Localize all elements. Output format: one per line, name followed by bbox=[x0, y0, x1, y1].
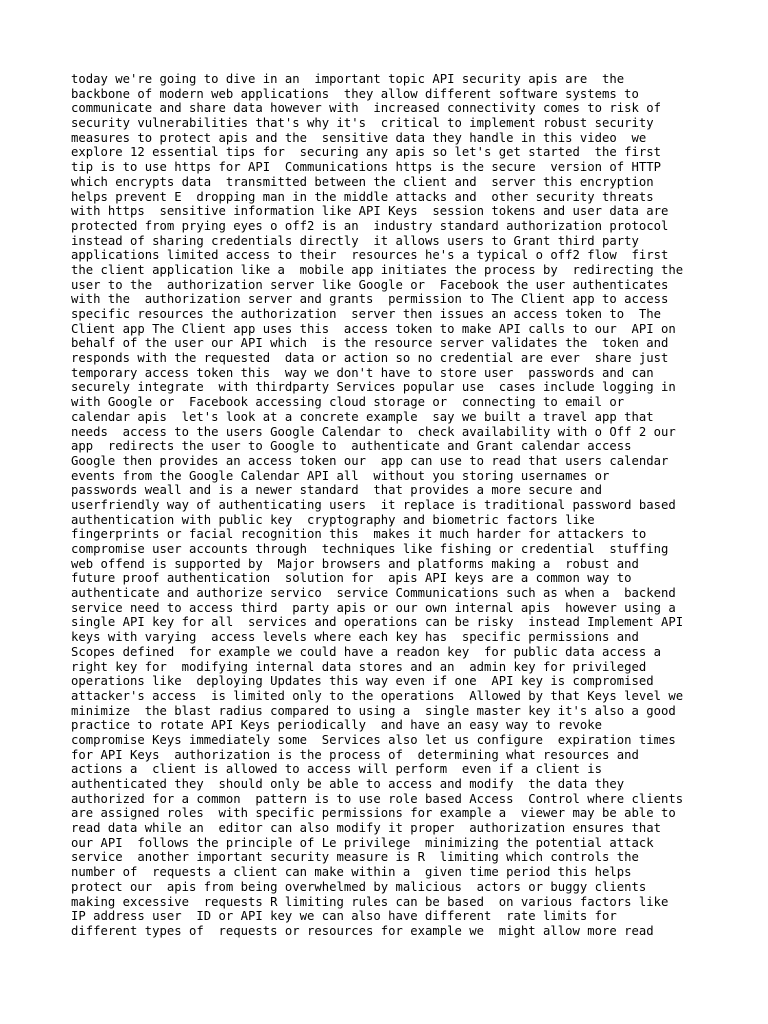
text-line: keys with varying access levels where each key has specific permissions and bbox=[71, 630, 639, 645]
text-line: user to the authorization server like Google or Facebook the user authenticates bbox=[71, 277, 669, 292]
text-line: operations like deploying Updates this way even if one API key is compromised bbox=[71, 674, 654, 689]
text-line: communicate and share data however with increased connectivity comes to risk of bbox=[71, 101, 662, 116]
text-line: events from the Google Calendar API all without you storing usernames or bbox=[71, 468, 610, 483]
transcript-text bbox=[71, 72, 751, 939]
text-line: responds with the requested data or action so no credential are ever share just bbox=[71, 351, 669, 366]
text-line: Client app The Client app uses this access token to make API calls to our API on bbox=[71, 321, 676, 336]
text-line: security vulnerabilities that's why it's critical to implement robust security bbox=[71, 116, 654, 131]
text-line: service need to access third party apis or our own internal apis however using a bbox=[71, 600, 676, 615]
text-line: measures to protect apis and the sensitive data they handle in this video we bbox=[71, 130, 647, 145]
text-line: authentication with public key cryptography and biometric factors like bbox=[71, 512, 595, 527]
text-line: fingerprints or facial recognition this makes it much harder for attackers to bbox=[71, 527, 647, 542]
text-line: compromise user accounts through techniques like fishing or credential stuffing bbox=[71, 542, 669, 556]
text-line: compromise Keys immediately some Services also let us configure expiration times bbox=[71, 732, 676, 747]
text-line: Scopes defined for example we could have a readon key for public data access a bbox=[71, 644, 662, 659]
text-line: practice to rotate API Keys periodically and have an easy way to revoke bbox=[71, 718, 603, 733]
text-line: app redirects the user to Google to authenticate and Grant calendar access bbox=[71, 439, 632, 454]
text-line: backbone of modern web applications they allow different software systems to bbox=[71, 86, 639, 101]
text-line: read data while an editor can also modify it proper authorization ensures that bbox=[71, 821, 662, 836]
text-line: service another important security measure is R limiting which controls the bbox=[71, 850, 639, 865]
text-line: number of requests a client can make within a given time period this helps bbox=[71, 865, 632, 880]
text-line: tip is to use https for API Communications https is the secure version of HTTP bbox=[71, 160, 662, 175]
text-line: explore 12 essential tips for securing any apis so let's get started the first bbox=[71, 145, 662, 160]
text-line: needs access to the users Google Calendar to check availability with o Off 2 our bbox=[71, 424, 676, 439]
text-line: minimize the blast radius compared to using a single master key it's also a good bbox=[71, 703, 676, 718]
text-line: different types of requests or resources for example we might allow more read bbox=[71, 923, 654, 938]
text-line: are assigned roles with specific permissions for example a viewer may be able to bbox=[71, 806, 676, 821]
text-line: with Google or Facebook accessing cloud storage or connecting to email or bbox=[71, 395, 625, 410]
text-line: today we're going to dive in an important topic API security apis are the bbox=[71, 72, 625, 86]
text-line: userfriendly way of authenticating users it replace is traditional password based bbox=[71, 497, 676, 512]
text-line: our API follows the principle of Le privilege minimizing the potential attack bbox=[71, 835, 654, 850]
text-line: protected from prying eyes o off2 is an industry standard authorization protocol bbox=[71, 218, 669, 233]
text-line: with https sensitive information like API Keys session tokens and user data are bbox=[71, 204, 669, 219]
text-line: single API key for all services and operations can be risky instead Implement API bbox=[71, 615, 684, 630]
text-line: applications limited access to their resources he's a typical o off2 flow first bbox=[71, 248, 669, 263]
text-line: authenticate and authorize servico service Communications such as when a backend bbox=[71, 586, 676, 601]
text-line: specific resources the authorization server then issues an access token to The bbox=[71, 307, 662, 321]
text-line: behalf of the user our API which is the resource server validates the token and bbox=[71, 336, 669, 351]
text-line: right key for modifying internal data stores and an admin key for privileged bbox=[71, 659, 647, 674]
text-line: protect our apis from being overwhelmed by malicious actors or buggy clients bbox=[71, 879, 647, 894]
text-line: future proof authentication solution for apis API keys are a common way to bbox=[71, 571, 632, 586]
text-line: calendar apis let's look at a concrete example say we built a travel app that bbox=[71, 409, 654, 424]
text-line: passwords weall and is a newer standard that provides a more secure and bbox=[71, 483, 603, 498]
text-line: which encrypts data transmitted between the client and server this encryption bbox=[71, 174, 654, 189]
text-line: with the authorization server and grants permission to The Client app to access bbox=[71, 292, 669, 307]
text-line: temporary access token this way we don't have to store user passwords and can bbox=[71, 365, 654, 380]
text-line: helps prevent E dropping man in the middle attacks and other security threats bbox=[71, 189, 654, 204]
text-line: actions a client is allowed to access will perform even if a client is bbox=[71, 762, 603, 777]
text-line: attacker's access is limited only to the operations Allowed by that Keys level we bbox=[71, 688, 684, 703]
text-line: instead of sharing credentials directly it allows users to Grant third party bbox=[71, 233, 639, 248]
text-line: securely integrate with thirdparty Services popular use cases include logging in bbox=[71, 380, 676, 395]
text-line: the client application like a mobile app initiates the process by redirecting the bbox=[71, 262, 684, 277]
text-line: Google then provides an access token our app can use to read that users calendar bbox=[71, 453, 669, 468]
text-line: making excessive requests R limiting rules can be based on various factors like bbox=[71, 894, 669, 909]
text-line: for API Keys authorization is the process of determining what resources and bbox=[71, 747, 639, 762]
text-line: IP address user ID or API key we can also have different rate limits for bbox=[71, 909, 617, 924]
text-line: authorized for a common pattern is to use role based Access Control where clients bbox=[71, 791, 684, 806]
text-line: web offend is supported by Major browsers and platforms making a robust and bbox=[71, 556, 639, 571]
text-line: authenticated they should only be able to access and modify the data they bbox=[71, 777, 625, 791]
